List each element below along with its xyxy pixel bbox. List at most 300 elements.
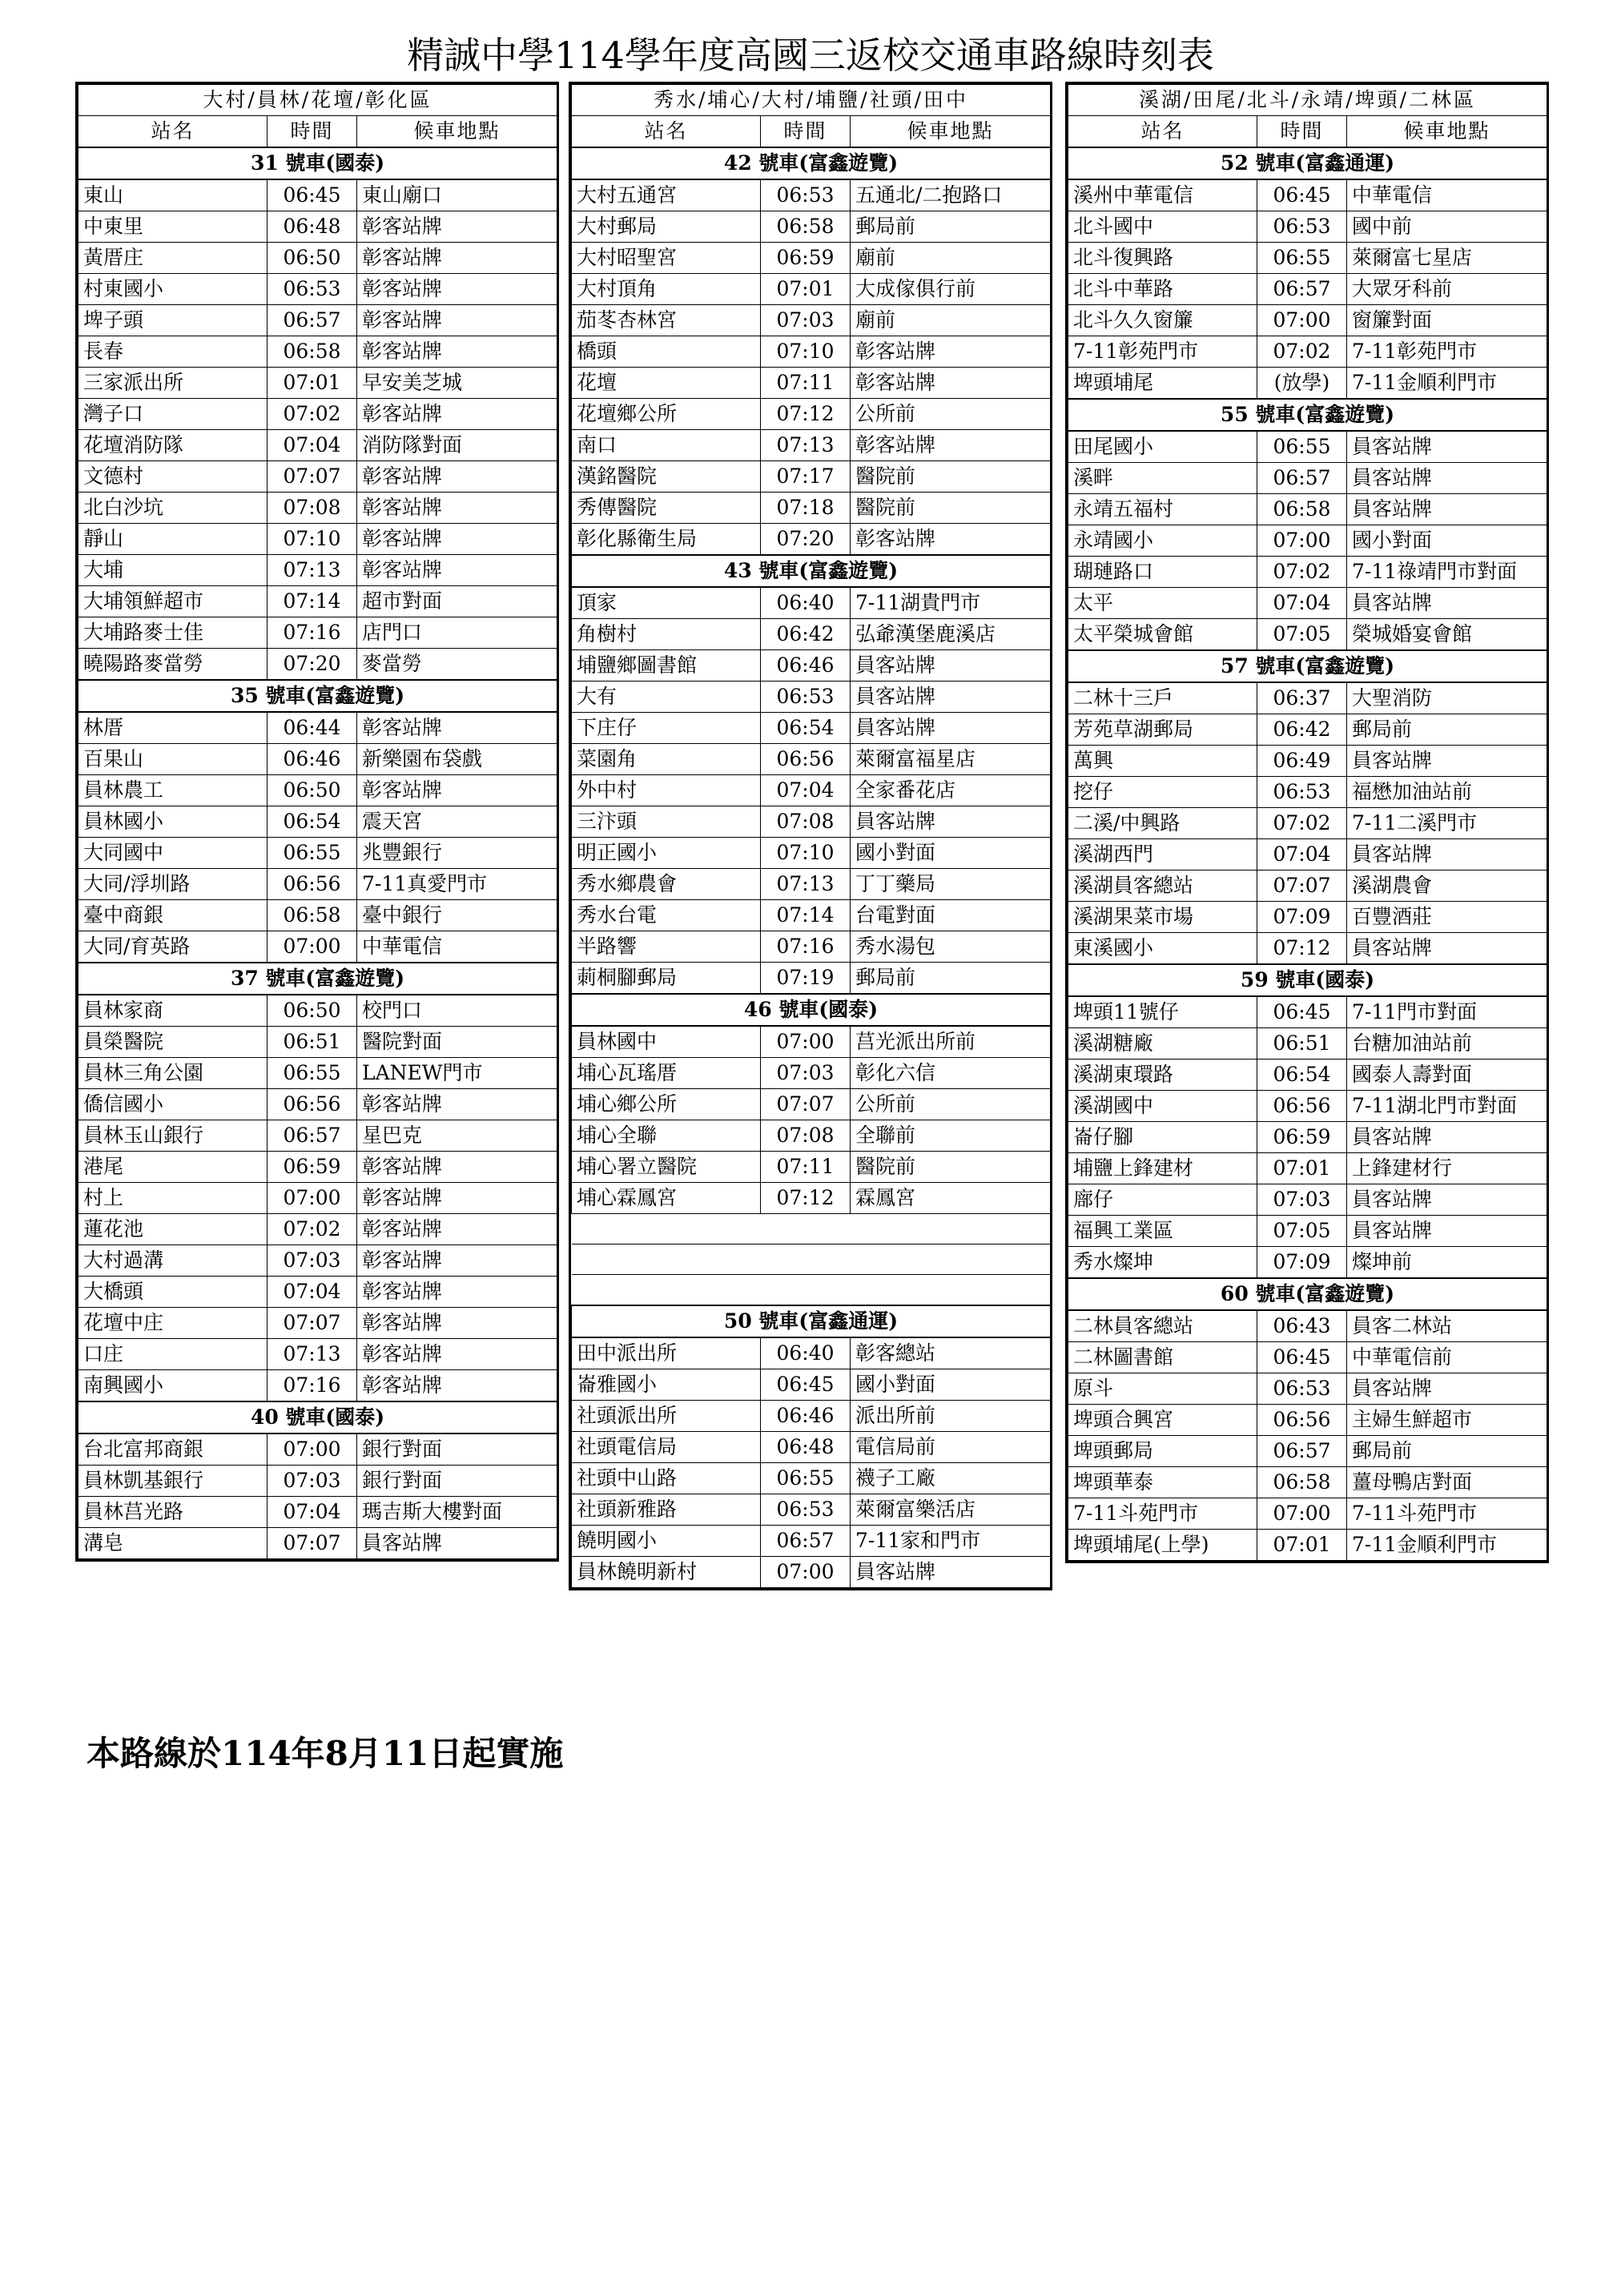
departure-time: 07:00	[267, 931, 357, 963]
station-name: 埔心鄉公所	[572, 1089, 761, 1120]
pickup-location: 彰客站牌	[357, 461, 557, 493]
departure-time: 07:04	[267, 1497, 357, 1528]
table-row	[78, 931, 557, 963]
departure-time: 06:50	[267, 995, 357, 1027]
departure-time: 06:45	[1257, 996, 1347, 1028]
pickup-location: 7-11金順利門市	[1347, 368, 1547, 400]
table-row	[78, 524, 557, 555]
table-row	[78, 1370, 557, 1402]
table-row	[1068, 902, 1547, 933]
departure-time: 06:46	[761, 650, 851, 682]
departure-time: 07:16	[267, 617, 357, 649]
station-name: 永靖國小	[1068, 525, 1257, 557]
pickup-location: LANEW門市	[357, 1058, 557, 1089]
station-name: 溪湖員客總站	[1068, 871, 1257, 902]
departure-time: 07:10	[267, 524, 357, 555]
station-name: 溝皂	[78, 1528, 267, 1559]
pickup-location: 超市對面	[357, 586, 557, 617]
departure-time: 06:58	[1257, 1467, 1347, 1498]
stop-header: 候車地點	[851, 116, 1051, 148]
station-name: 北白沙坑	[78, 493, 267, 524]
departure-time: 07:11	[761, 1152, 851, 1183]
table-row	[572, 619, 1051, 650]
departure-time: 07:14	[267, 586, 357, 617]
station-name: 秀水台電	[572, 900, 761, 931]
departure-time: 06:57	[1257, 274, 1347, 305]
route-header	[1068, 650, 1547, 682]
table-row	[1068, 1373, 1547, 1405]
table-row	[78, 1339, 557, 1370]
station-name: 北斗中華路	[1068, 274, 1257, 305]
table-row	[572, 243, 1051, 274]
pickup-location: 彰客站牌	[851, 524, 1051, 556]
departure-time: 06:55	[761, 1462, 851, 1494]
departure-time: 07:12	[761, 399, 851, 430]
table-row	[1068, 1060, 1547, 1091]
table-row	[1068, 1498, 1547, 1530]
pickup-location: 派出所前	[851, 1400, 1051, 1431]
departure-time: 07:17	[761, 461, 851, 493]
table-row	[1068, 1310, 1547, 1342]
station-name: 員林凱基銀行	[78, 1466, 267, 1497]
departure-time: 07:04	[761, 775, 851, 806]
blank-row	[572, 1275, 1051, 1305]
table-row	[572, 650, 1051, 682]
table-row	[1068, 211, 1547, 243]
pickup-location: 萊爾富樂活店	[851, 1494, 1051, 1525]
route-label: 42 號車(富鑫遊覽)	[572, 147, 1051, 179]
pickup-location: 莒光派出所前	[851, 1026, 1051, 1058]
region-header	[572, 85, 1051, 116]
route-header	[78, 147, 557, 179]
pickup-location: 7-11二溪門市	[1347, 808, 1547, 839]
departure-time: 07:04	[1257, 839, 1347, 871]
pickup-location: 公所前	[851, 399, 1051, 430]
route-label: 52 號車(富鑫通運)	[1068, 147, 1547, 179]
station-name: 東溪國小	[1068, 933, 1257, 965]
station-name: 蓮花池	[78, 1214, 267, 1245]
departure-time: 06:45	[267, 179, 357, 211]
pickup-location: 麥當勞	[357, 649, 557, 681]
table-row	[1068, 1247, 1547, 1279]
table-row	[572, 399, 1051, 430]
station-name: 埔心霖鳳宮	[572, 1183, 761, 1214]
pickup-location: 彰客站牌	[357, 1339, 557, 1370]
table-row	[572, 775, 1051, 806]
station-name: 福興工業區	[1068, 1216, 1257, 1247]
pickup-location: 郵局前	[1347, 714, 1547, 746]
station-name: 大同/浮圳路	[78, 869, 267, 900]
departure-time: 07:02	[1257, 336, 1347, 368]
pickup-location: 醫院前	[851, 493, 1051, 524]
station-name: 頂家	[572, 587, 761, 619]
pickup-location: 彰客站牌	[357, 775, 557, 806]
table-row	[572, 1494, 1051, 1525]
station-name: 社頭電信局	[572, 1431, 761, 1462]
station-name: 花壇中庄	[78, 1308, 267, 1339]
table-row	[78, 806, 557, 838]
table-row	[78, 1058, 557, 1089]
table-row	[78, 995, 557, 1027]
station-name: 長春	[78, 336, 267, 368]
pickup-location: 員客站牌	[1347, 1122, 1547, 1153]
station-name: 埔心署立醫院	[572, 1152, 761, 1183]
departure-time: 07:04	[267, 430, 357, 461]
table-row	[1068, 494, 1547, 525]
pickup-location: 彰客站牌	[357, 1277, 557, 1308]
table-row	[78, 1466, 557, 1497]
pickup-location: 燦坤前	[1347, 1247, 1547, 1279]
pickup-location: 大成傢俱行前	[851, 274, 1051, 305]
departure-time: 06:58	[1257, 494, 1347, 525]
station-name: 花壇消防隊	[78, 430, 267, 461]
departure-time: 06:53	[267, 274, 357, 305]
table-row	[1068, 839, 1547, 871]
pickup-location: 員客站牌	[1347, 588, 1547, 619]
route-label: 31 號車(國泰)	[78, 147, 557, 179]
pickup-location: 國泰人壽對面	[1347, 1060, 1547, 1091]
pickup-location: 新樂園布袋戲	[357, 744, 557, 775]
route-label: 46 號車(國泰)	[572, 994, 1051, 1026]
pickup-location: 員客站牌	[1347, 839, 1547, 871]
pickup-location: 7-11家和門市	[851, 1525, 1051, 1556]
station-name: 萬興	[1068, 746, 1257, 777]
pickup-location: 國小對面	[1347, 525, 1547, 557]
route-header	[572, 555, 1051, 587]
pickup-location: 醫院對面	[357, 1027, 557, 1058]
pickup-location: 早安美芝城	[357, 368, 557, 399]
departure-time: 06:46	[761, 1400, 851, 1431]
table-row	[78, 838, 557, 869]
route-label: 55 號車(富鑫遊覽)	[1068, 399, 1547, 431]
region-header	[78, 85, 557, 116]
table-row	[78, 744, 557, 775]
blank-row	[572, 1214, 1051, 1245]
pickup-location: 彰客站牌	[357, 1370, 557, 1402]
station-name: 秀傳醫院	[572, 493, 761, 524]
region-label: 溪湖/田尾/北斗/永靖/埤頭/二林區	[1068, 85, 1547, 116]
region-label: 秀水/埔心/大村/埔鹽/社頭/田中	[572, 85, 1051, 116]
pickup-location: 員客站牌	[1347, 1216, 1547, 1247]
table-row	[78, 274, 557, 305]
departure-time: 07:04	[267, 1277, 357, 1308]
route-header	[572, 147, 1051, 179]
departure-time: 06:40	[761, 587, 851, 619]
station-name: 田尾國小	[1068, 431, 1257, 463]
station-name: 大村昭聖宮	[572, 243, 761, 274]
table-row	[78, 617, 557, 649]
pickup-location: 瑪吉斯大樓對面	[357, 1497, 557, 1528]
station-name: 埤頭11號仔	[1068, 996, 1257, 1028]
departure-time: 06:56	[267, 869, 357, 900]
pickup-location: 員客站牌	[851, 682, 1051, 713]
departure-time: 07:10	[761, 838, 851, 869]
pickup-location: 醫院前	[851, 461, 1051, 493]
departure-time: 06:46	[267, 744, 357, 775]
station-name: 田中派出所	[572, 1337, 761, 1369]
pickup-location: 主婦生鮮超市	[1347, 1405, 1547, 1436]
station-name: 村上	[78, 1183, 267, 1214]
station-name: 瑚璉路口	[1068, 557, 1257, 588]
pickup-location: 弘爺漢堡鹿溪店	[851, 619, 1051, 650]
departure-time: 07:07	[761, 1089, 851, 1120]
pickup-location: 霖鳳宮	[851, 1183, 1051, 1214]
table-row	[572, 1120, 1051, 1152]
station-name: 北斗國中	[1068, 211, 1257, 243]
station-name: 埤頭合興宮	[1068, 1405, 1257, 1436]
table-row	[572, 838, 1051, 869]
departure-time: 06:43	[1257, 1310, 1347, 1342]
station-name: 溪畔	[1068, 463, 1257, 494]
table-row	[1068, 336, 1547, 368]
station-name: 花壇	[572, 368, 761, 399]
station-name: 南興國小	[78, 1370, 267, 1402]
departure-time: 06:51	[267, 1027, 357, 1058]
pickup-location: 國小對面	[851, 838, 1051, 869]
station-name: 百果山	[78, 744, 267, 775]
pickup-location: 彰客站牌	[357, 493, 557, 524]
pickup-location: 郵局前	[851, 211, 1051, 243]
table-row	[78, 1152, 557, 1183]
pickup-location: 萊爾富七星店	[1347, 243, 1547, 274]
pickup-location: 萊爾富福星店	[851, 744, 1051, 775]
station-name: 7-11彰苑門市	[1068, 336, 1257, 368]
table-row	[78, 1089, 557, 1120]
departure-time: 06:57	[267, 1120, 357, 1152]
departure-time: 06:50	[267, 775, 357, 806]
departure-time: 07:01	[761, 274, 851, 305]
pickup-location: 員客站牌	[851, 713, 1051, 744]
pickup-location: 彰客站牌	[357, 555, 557, 586]
route-header	[1068, 147, 1547, 179]
station-name: 大埔領鮮超市	[78, 586, 267, 617]
station-name: 太平	[1068, 588, 1257, 619]
pickup-location: 7-11門市對面	[1347, 996, 1547, 1028]
table-row	[78, 775, 557, 806]
departure-time: 06:59	[1257, 1122, 1347, 1153]
pickup-location: 員客站牌	[1347, 494, 1547, 525]
station-name: 菜園角	[572, 744, 761, 775]
station-name: 廍仔	[1068, 1184, 1257, 1216]
table-row	[572, 1400, 1051, 1431]
station-name: 埤頭華泰	[1068, 1467, 1257, 1498]
station-name: 漢銘醫院	[572, 461, 761, 493]
departure-time: 06:55	[267, 838, 357, 869]
station-name: 二林員客總站	[1068, 1310, 1257, 1342]
table-row	[78, 649, 557, 681]
departure-time: 06:53	[1257, 211, 1347, 243]
pickup-location: 襪子工廠	[851, 1462, 1051, 1494]
departure-time: 07:10	[761, 336, 851, 368]
departure-time: 07:16	[761, 931, 851, 963]
pickup-location: 彰客站牌	[357, 243, 557, 274]
table-row	[78, 243, 557, 274]
pickup-location: 銀行對面	[357, 1466, 557, 1497]
pickup-location: 員客站牌	[1347, 1184, 1547, 1216]
departure-time: 07:11	[761, 368, 851, 399]
table-row	[1068, 1405, 1547, 1436]
departure-time: 06:54	[1257, 1060, 1347, 1091]
table-row	[1068, 1153, 1547, 1184]
departure-time: 06:42	[761, 619, 851, 650]
table-row	[572, 461, 1051, 493]
station-name: 溪湖果菜市場	[1068, 902, 1257, 933]
table-row	[1068, 179, 1547, 211]
region-header	[1068, 85, 1547, 116]
station-name: 二林十三戶	[1068, 682, 1257, 714]
route-label: 59 號車(國泰)	[1068, 964, 1547, 996]
table-row	[1068, 871, 1547, 902]
departure-time: 07:12	[1257, 933, 1347, 965]
station-name: 北斗久久窗簾	[1068, 305, 1257, 336]
table-row	[78, 555, 557, 586]
region-label: 大村/員林/花壇/彰化區	[78, 85, 557, 116]
station-name: 橋頭	[572, 336, 761, 368]
station-name: 埤頭埔尾	[1068, 368, 1257, 400]
pickup-location: 中華電信	[1347, 179, 1547, 211]
table-row	[1068, 1184, 1547, 1216]
pickup-location: 彰客站牌	[357, 1308, 557, 1339]
station-name: 永靖五福村	[1068, 494, 1257, 525]
station-name: 溪湖西門	[1068, 839, 1257, 871]
departure-time: 07:09	[1257, 1247, 1347, 1279]
pickup-location: 大聖消防	[1347, 682, 1547, 714]
departure-time: 06:37	[1257, 682, 1347, 714]
pickup-location: 員客站牌	[357, 1528, 557, 1559]
departure-time: 07:20	[267, 649, 357, 681]
table-row	[78, 1528, 557, 1559]
station-name: 大村郵局	[572, 211, 761, 243]
table-row	[1068, 557, 1547, 588]
station-name: 林厝	[78, 712, 267, 744]
station-name: 大同/育英路	[78, 931, 267, 963]
schedule-table	[1068, 84, 1547, 1561]
table-row	[572, 682, 1051, 713]
table-row	[572, 931, 1051, 963]
departure-time: 07:01	[267, 368, 357, 399]
departure-time: 06:56	[267, 1089, 357, 1120]
station-name: 花壇鄉公所	[572, 399, 761, 430]
departure-time: 06:53	[761, 682, 851, 713]
pickup-location: 員客站牌	[1347, 933, 1547, 965]
departure-time: 07:03	[267, 1466, 357, 1497]
table-row	[78, 368, 557, 399]
departure-time: 06:53	[1257, 777, 1347, 808]
table-row	[1068, 431, 1547, 463]
route-label: 57 號車(富鑫遊覽)	[1068, 650, 1547, 682]
departure-time: 07:01	[1257, 1530, 1347, 1561]
station-name: 溪湖東環路	[1068, 1060, 1257, 1091]
table-row	[1068, 619, 1547, 651]
pickup-location: 電信局前	[851, 1431, 1051, 1462]
station-name: 挖仔	[1068, 777, 1257, 808]
station-name: 東山	[78, 179, 267, 211]
station-name: 埔心瓦瑤厝	[572, 1058, 761, 1089]
route-column-3	[1065, 82, 1549, 1563]
route-label: 35 號車(富鑫遊覽)	[78, 680, 557, 712]
pickup-location: 員客站牌	[1347, 431, 1547, 463]
station-name: 溪湖國中	[1068, 1091, 1257, 1122]
station-name: 三家派出所	[78, 368, 267, 399]
station-name: 大村五通宮	[572, 179, 761, 211]
table-row	[1068, 714, 1547, 746]
station-name: 社頭派出所	[572, 1400, 761, 1431]
pickup-location: 台電對面	[851, 900, 1051, 931]
departure-time: 06:58	[267, 336, 357, 368]
station-name: 大村過溝	[78, 1245, 267, 1277]
departure-time: (放學)	[1257, 368, 1347, 400]
station-name: 大同國中	[78, 838, 267, 869]
table-row	[1068, 1091, 1547, 1122]
departure-time: 07:12	[761, 1183, 851, 1214]
pickup-location: 彰客站牌	[357, 336, 557, 368]
departure-time: 06:57	[761, 1525, 851, 1556]
station-name: 莿桐腳郵局	[572, 963, 761, 995]
departure-time: 07:08	[267, 493, 357, 524]
pickup-location: 彰客站牌	[357, 1183, 557, 1214]
station-name: 大埔	[78, 555, 267, 586]
route-label: 37 號車(富鑫遊覽)	[78, 963, 557, 995]
departure-time: 07:00	[761, 1556, 851, 1587]
table-row	[572, 1026, 1051, 1058]
route-header	[1068, 399, 1547, 431]
departure-time: 07:03	[267, 1245, 357, 1277]
table-row	[1068, 368, 1547, 400]
route-column-1	[75, 82, 559, 1562]
station-name: 7-11斗苑門市	[1068, 1498, 1257, 1530]
pickup-location: 五通北/二抱路口	[851, 179, 1051, 211]
departure-time: 06:57	[267, 305, 357, 336]
departure-time: 07:13	[267, 555, 357, 586]
pickup-location: 彰客站牌	[357, 1245, 557, 1277]
station-header: 站名	[1068, 116, 1257, 148]
table-row	[572, 305, 1051, 336]
departure-time: 06:40	[761, 1337, 851, 1369]
table-row	[1068, 588, 1547, 619]
pickup-location: 員客站牌	[851, 806, 1051, 838]
departure-time: 06:57	[1257, 463, 1347, 494]
table-row	[1068, 463, 1547, 494]
route-header	[572, 994, 1051, 1026]
departure-time: 06:58	[267, 900, 357, 931]
departure-time: 07:08	[761, 1120, 851, 1152]
departure-time: 06:51	[1257, 1028, 1347, 1060]
table-row	[78, 1308, 557, 1339]
pickup-location: 榮城婚宴會館	[1347, 619, 1547, 651]
departure-time: 07:03	[761, 305, 851, 336]
pickup-location: 7-11湖北門市對面	[1347, 1091, 1547, 1122]
station-name: 角樹村	[572, 619, 761, 650]
departure-time: 07:00	[761, 1026, 851, 1058]
table-row	[572, 179, 1051, 211]
pickup-location: 全聯前	[851, 1120, 1051, 1152]
station-name: 僑信國小	[78, 1089, 267, 1120]
station-name: 中東里	[78, 211, 267, 243]
station-name: 溪州中華電信	[1068, 179, 1257, 211]
departure-time: 07:18	[761, 493, 851, 524]
station-name: 靜山	[78, 524, 267, 555]
time-header: 時間	[267, 116, 357, 148]
departure-time: 07:00	[1257, 305, 1347, 336]
route-column-2	[569, 82, 1052, 1590]
station-name: 大村頂角	[572, 274, 761, 305]
departure-time: 07:13	[267, 1339, 357, 1370]
pickup-location: 店門口	[357, 617, 557, 649]
departure-time: 07:07	[267, 1308, 357, 1339]
departure-time: 07:04	[1257, 588, 1347, 619]
table-row	[78, 712, 557, 744]
table-row	[1068, 1436, 1547, 1467]
